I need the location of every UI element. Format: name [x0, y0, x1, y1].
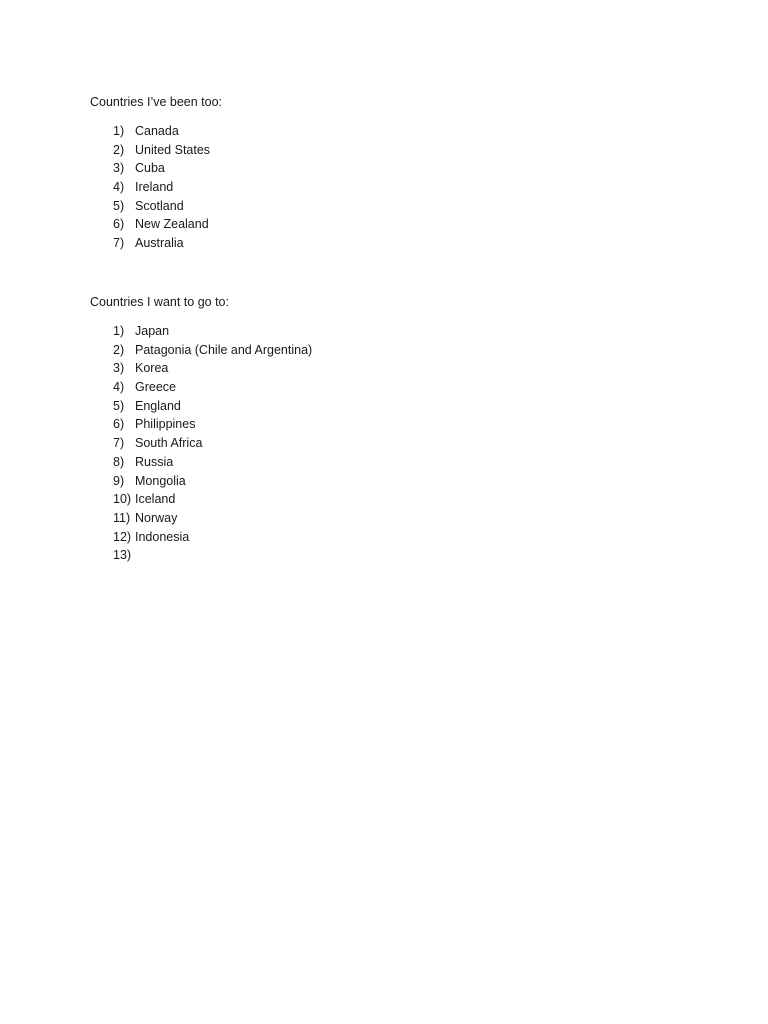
visited-list	[113, 123, 210, 254]
list-item	[113, 235, 210, 254]
list-number: 4)	[113, 380, 125, 395]
list-text: Korea	[135, 361, 169, 376]
list-number: 2)	[113, 142, 125, 157]
list-item	[113, 142, 210, 161]
list-item	[113, 123, 210, 142]
list-text: Patagonia (Chile and Argentina)	[135, 342, 313, 357]
list-item	[113, 510, 312, 529]
list-item	[113, 473, 312, 492]
list-text: South Africa	[135, 436, 203, 451]
list-number: 1)	[113, 324, 125, 338]
list-number: 1)	[113, 124, 125, 138]
list-text: Philippines	[135, 417, 196, 432]
list-number: 7)	[113, 236, 125, 251]
list-number: 6)	[113, 417, 125, 432]
list-item	[113, 379, 312, 398]
list-item	[113, 398, 312, 417]
list-text: United States	[135, 142, 211, 157]
list-number: 9)	[113, 473, 125, 488]
list-text: England	[135, 398, 181, 413]
list-item	[113, 342, 312, 361]
list-number: 5)	[113, 198, 125, 213]
list-item	[113, 529, 312, 548]
list-text: Indonesia	[135, 529, 190, 544]
list-item	[113, 323, 312, 342]
list-text: Japan	[135, 324, 170, 338]
list-item[interactable]	[113, 547, 312, 566]
list-number: 5)	[113, 398, 125, 413]
list-item	[113, 179, 210, 198]
list-text: Scotland	[135, 198, 184, 213]
list-item	[113, 454, 312, 473]
list-text: Mongolia	[135, 473, 186, 488]
list-number: 3)	[113, 161, 125, 176]
list-item	[113, 491, 312, 510]
list-number: 3)	[113, 361, 125, 376]
list-item	[113, 160, 210, 179]
list-number: 10)	[113, 492, 132, 507]
list-item	[113, 216, 210, 235]
list-text: Russia	[135, 454, 174, 469]
list-text: New Zealand	[135, 217, 209, 232]
list-item	[113, 360, 312, 379]
list-text: Canada	[135, 124, 179, 138]
list-text: Cuba	[135, 161, 165, 176]
list-number: 2)	[113, 342, 125, 357]
list-number: 6)	[113, 217, 125, 232]
list-number: 7)	[113, 436, 125, 451]
list-number: 13)	[113, 548, 132, 563]
visited-heading: Countries I’ve been too:	[90, 95, 223, 109]
list-text: Norway	[135, 510, 178, 525]
list-text: Ireland	[135, 180, 174, 195]
list-text: Australia	[135, 236, 184, 251]
list-item	[113, 198, 210, 217]
wishlist-heading: Countries I want to go to:	[90, 295, 229, 309]
list-number: 4)	[113, 180, 125, 195]
list-text: Iceland	[135, 492, 176, 507]
list-number: 11)	[113, 510, 131, 525]
list-text: Greece	[135, 380, 176, 395]
list-number: 12)	[113, 529, 132, 544]
list-number: 8)	[113, 454, 125, 469]
wishlist-list	[113, 323, 312, 566]
list-item	[113, 435, 312, 454]
list-item	[113, 416, 312, 435]
